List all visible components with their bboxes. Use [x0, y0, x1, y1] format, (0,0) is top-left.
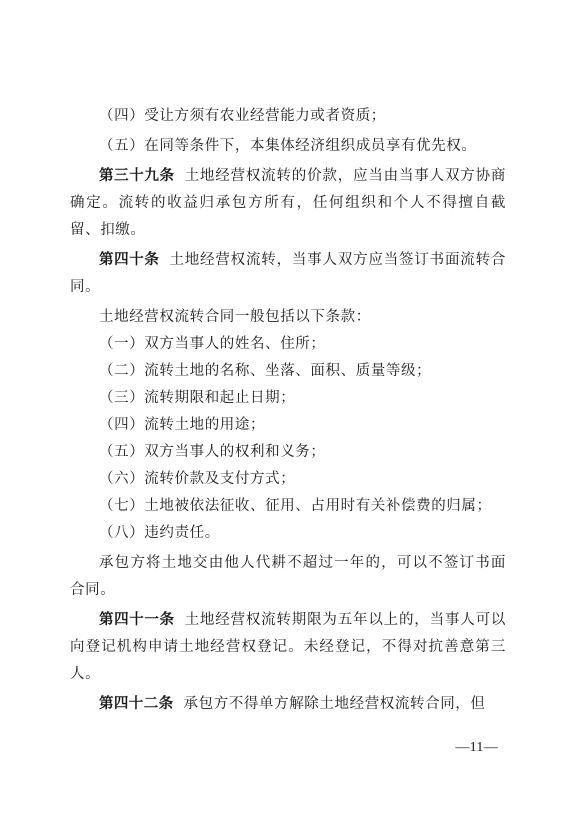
article-39 [70, 163, 506, 244]
article-42-text: 承包方不得单方解除土地经营权流转合同，但 [183, 696, 486, 712]
clause-item-5: （五）在同等条件下，本集体经济组织成员享有优先权。 [99, 138, 477, 154]
contract-term-7: （七）土地被依法征收、征用、占用时有关补偿费的归属； [99, 498, 492, 514]
contract-term-5: （五）双方当事人的权利和义务； [99, 444, 326, 460]
contract-term-8: （八）违约责任。 [99, 525, 220, 541]
article-42-heading: 第四十二条 [99, 696, 174, 712]
article-39-heading: 第三十九条 [99, 168, 175, 184]
article-41-heading: 第四十一条 [99, 612, 175, 628]
article-40 [70, 247, 506, 301]
article-41 [70, 607, 506, 688]
contract-term-3: （三）流转期限和起止日期； [99, 390, 296, 406]
contract-term-2: （二）流转土地的名称、坐落、面积、质量等级； [99, 363, 432, 379]
written-contract-exception: 承包方将土地交由他人代耕不超过一年的，可以不签订书面合同。 [70, 555, 506, 598]
article-41-text: 土地经营权流转期限为五年以上的，当事人可以向登记机构申请土地经营权登记。未经登记，不得对抗善意第三人。 [70, 612, 506, 682]
article-42 [70, 691, 506, 718]
article-40-heading: 第四十条 [99, 252, 160, 268]
contract-term-6: （六）流转价款及支付方式； [99, 471, 296, 487]
document-body [70, 103, 506, 718]
contract-terms-intro: 土地经营权流转合同一般包括以下条款： [99, 309, 371, 325]
page-number: —11— [455, 740, 498, 755]
clause-item-4: （四）受让方须有农业经营能力或者资质； [99, 108, 386, 124]
article-40-text: 土地经营权流转，当事人双方应当签订书面流转合同。 [70, 252, 506, 295]
contract-term-4: （四）流转土地的用途； [99, 417, 266, 433]
article-39-text: 土地经营权流转的价款，应当由当事人双方协商确定。流转的收益归承包方所有，任何组织和个人不得擅自截留、扣缴。 [70, 168, 506, 238]
contract-term-1: （一）双方当事人的姓名、住所； [99, 336, 326, 352]
